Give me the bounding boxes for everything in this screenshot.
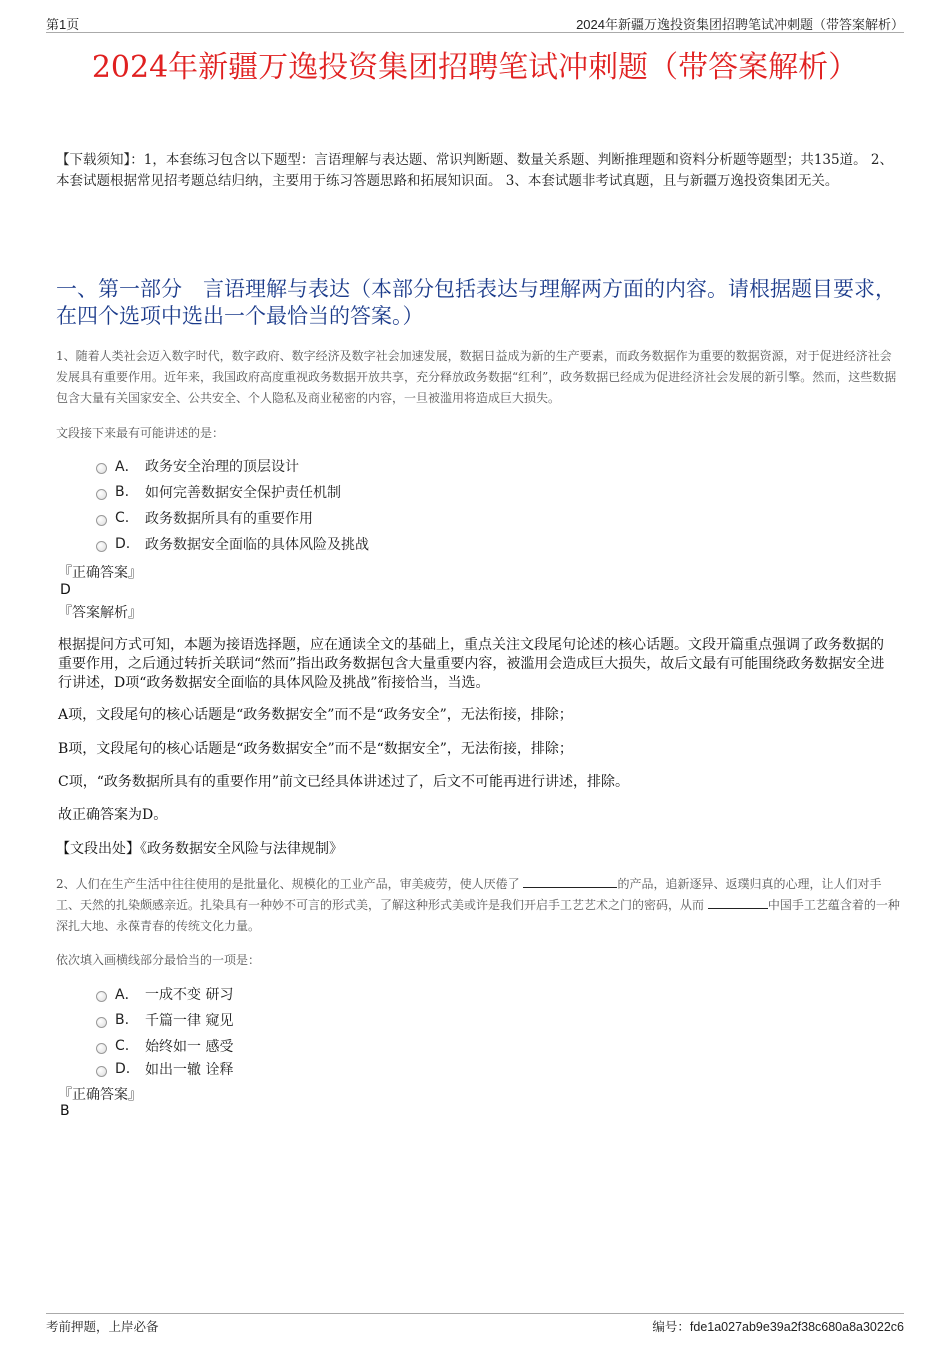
page-number: 第1页: [46, 17, 80, 32]
section-heading: 一、第一部分 言语理解与表达（本部分包括表达与理解两方面的内容。请根据题目要求，在四个选项中选出一个最恰当的答案。）: [56, 277, 896, 328]
option-b[interactable]: [96, 479, 369, 505]
option-text: 如出一辙 诠释: [145, 1062, 234, 1078]
radio-button[interactable]: [96, 489, 107, 500]
option-letter: A．: [115, 987, 139, 1003]
analysis-text: 根据提问方式可知，本题为接语选择题，应在通读全文的基础上，重点关注文段尾句论述的核心话题。文段开篇重点强调了政务数据的重要作用，之后通过转折关联词“然而”指出政务数据包含大量重要内容，被滥用会造成巨大损失，故后文最有可能围绕政务数据安全进行讲述，D项“政务数据安全面临的具体风险及挑战”衔接恰当，当选。: [58, 637, 885, 691]
option-letter: B.: [115, 484, 130, 500]
stem-text: 的产品，追新逐异、返璞归真的心理，让人们对手工、天然的扎染颇感亲近。扎染具有一种妙不可言的形式美，了解这种形式美或许是我们开启手工艺艺术之门的密码，从而: [56, 877, 882, 912]
option-text: 政务数据安全面临的具体风险及挑战: [145, 537, 369, 553]
option-letter: D.: [115, 536, 131, 552]
radio-button[interactable]: [96, 1066, 107, 1077]
analysis-option-c: C项，“政务数据所具有的重要作用”前文已经具体讲述过了，后文不可能再进行讲述，排除。: [58, 774, 630, 790]
radio-button[interactable]: [96, 991, 107, 1002]
analysis-option-a: A项，文段尾句的核心话题是“政务数据安全”而不是“政务安全”，无法衔接，排除；: [58, 707, 573, 723]
option-letter: B.: [115, 1012, 130, 1028]
option-a[interactable]: [96, 453, 369, 479]
option-letter: A．: [115, 459, 139, 475]
correct-answer: B: [60, 1103, 70, 1119]
option-text: 如何完善数据安全保护责任机制: [145, 485, 341, 501]
option-c[interactable]: [96, 1033, 233, 1059]
option-letter: C.: [115, 510, 130, 526]
radio-button[interactable]: [96, 1043, 107, 1054]
header-doc-title: 2024年新疆万逸投资集团招聘笔试冲刺题（带答案解析）: [576, 17, 904, 32]
analysis-conclusion: 故正确答案为D。: [58, 807, 168, 823]
option-letter: C.: [115, 1038, 130, 1054]
option-text: 政务数据所具有的重要作用: [145, 511, 313, 527]
question-1-options: [96, 453, 369, 557]
analysis-label: 『答案解析』: [58, 605, 142, 621]
download-notice: 【下载须知】：1，本套练习包含以下题型：言语理解与表达题、常识判断题、数量关系题、判断推理题和资料分析题等题型；共135道。 2、本套试题根据常见招考题总结归纳，主要用于练习答题思路和拓展知识面。 3、本套试题非考试真题，且与新疆万逸投资集团无关。: [56, 152, 893, 189]
fill-blank-1: [523, 875, 617, 888]
fill-blank-2: [708, 896, 768, 909]
passage-source: 【文段出处】《政务数据安全风险与法律规制》: [56, 841, 343, 857]
footer-serial: 编号：fde1a027ab9e39a2f38c680a8a3022c6: [652, 1320, 904, 1334]
option-letter: D.: [115, 1061, 131, 1077]
option-b[interactable]: [96, 1007, 233, 1033]
stem-text: 2、人们在生产生活中往往使用的是批量化、规模化的工业产品，审美疲劳，使人厌倦了: [56, 877, 520, 891]
correct-answer-label: 『正确答案』: [58, 565, 142, 581]
option-text: 千篇一律 窥见: [145, 1013, 234, 1029]
question-1-stem: 1、随着人类社会迈入数字时代，数字政府、数字经济及数字社会加速发展，数据日益成为新的生产要素，而政务数据作为重要的数据资源，对于促进经济社会发展具有重要作用。近年来，我国政府高度重视政务数据开放共享，充分释放政务数据“红利”，政务数据已经成为促进经济社会发展的新引擎。然而，这些数据包含大量有关国家安全、公共安全、个人隐私及商业秘密的内容，一旦被滥用将造成巨大损失。: [56, 349, 897, 405]
radio-button[interactable]: [96, 1017, 107, 1028]
option-text: 始终如一 感受: [145, 1039, 234, 1055]
question-2-options: [96, 981, 233, 1079]
analysis-option-b: B项，文段尾句的核心话题是“政务数据安全”而不是“数据安全”，无法衔接，排除；: [58, 741, 573, 757]
correct-answer-label: 『正确答案』: [58, 1087, 142, 1103]
option-c[interactable]: [96, 505, 369, 531]
footer-divider: [46, 1313, 904, 1314]
correct-answer: D: [60, 582, 71, 598]
radio-button[interactable]: [96, 463, 107, 474]
stem-text: 中国手工艺蕴含着的一种深扎大地、永葆青春的传统文化力量。: [56, 898, 900, 933]
option-d[interactable]: [96, 1059, 233, 1079]
option-text: 政务安全治理的顶层设计: [145, 459, 299, 475]
radio-button[interactable]: [96, 541, 107, 552]
question-2-prompt: 依次填入画横线部分最恰当的一项是：: [56, 953, 261, 967]
page-title: 2024年新疆万逸投资集团招聘笔试冲刺题（带答案解析）: [91, 50, 859, 85]
option-a[interactable]: [96, 981, 233, 1007]
option-d[interactable]: [96, 531, 369, 557]
question-1-prompt: 文段接下来最有可能讲述的是：: [56, 426, 225, 440]
question-2-stem: [56, 874, 900, 937]
option-text: 一成不变 研习: [145, 987, 234, 1003]
footer-slogan: 考前押题，上岸必备: [46, 1320, 159, 1334]
header-divider: [46, 32, 904, 33]
radio-button[interactable]: [96, 515, 107, 526]
